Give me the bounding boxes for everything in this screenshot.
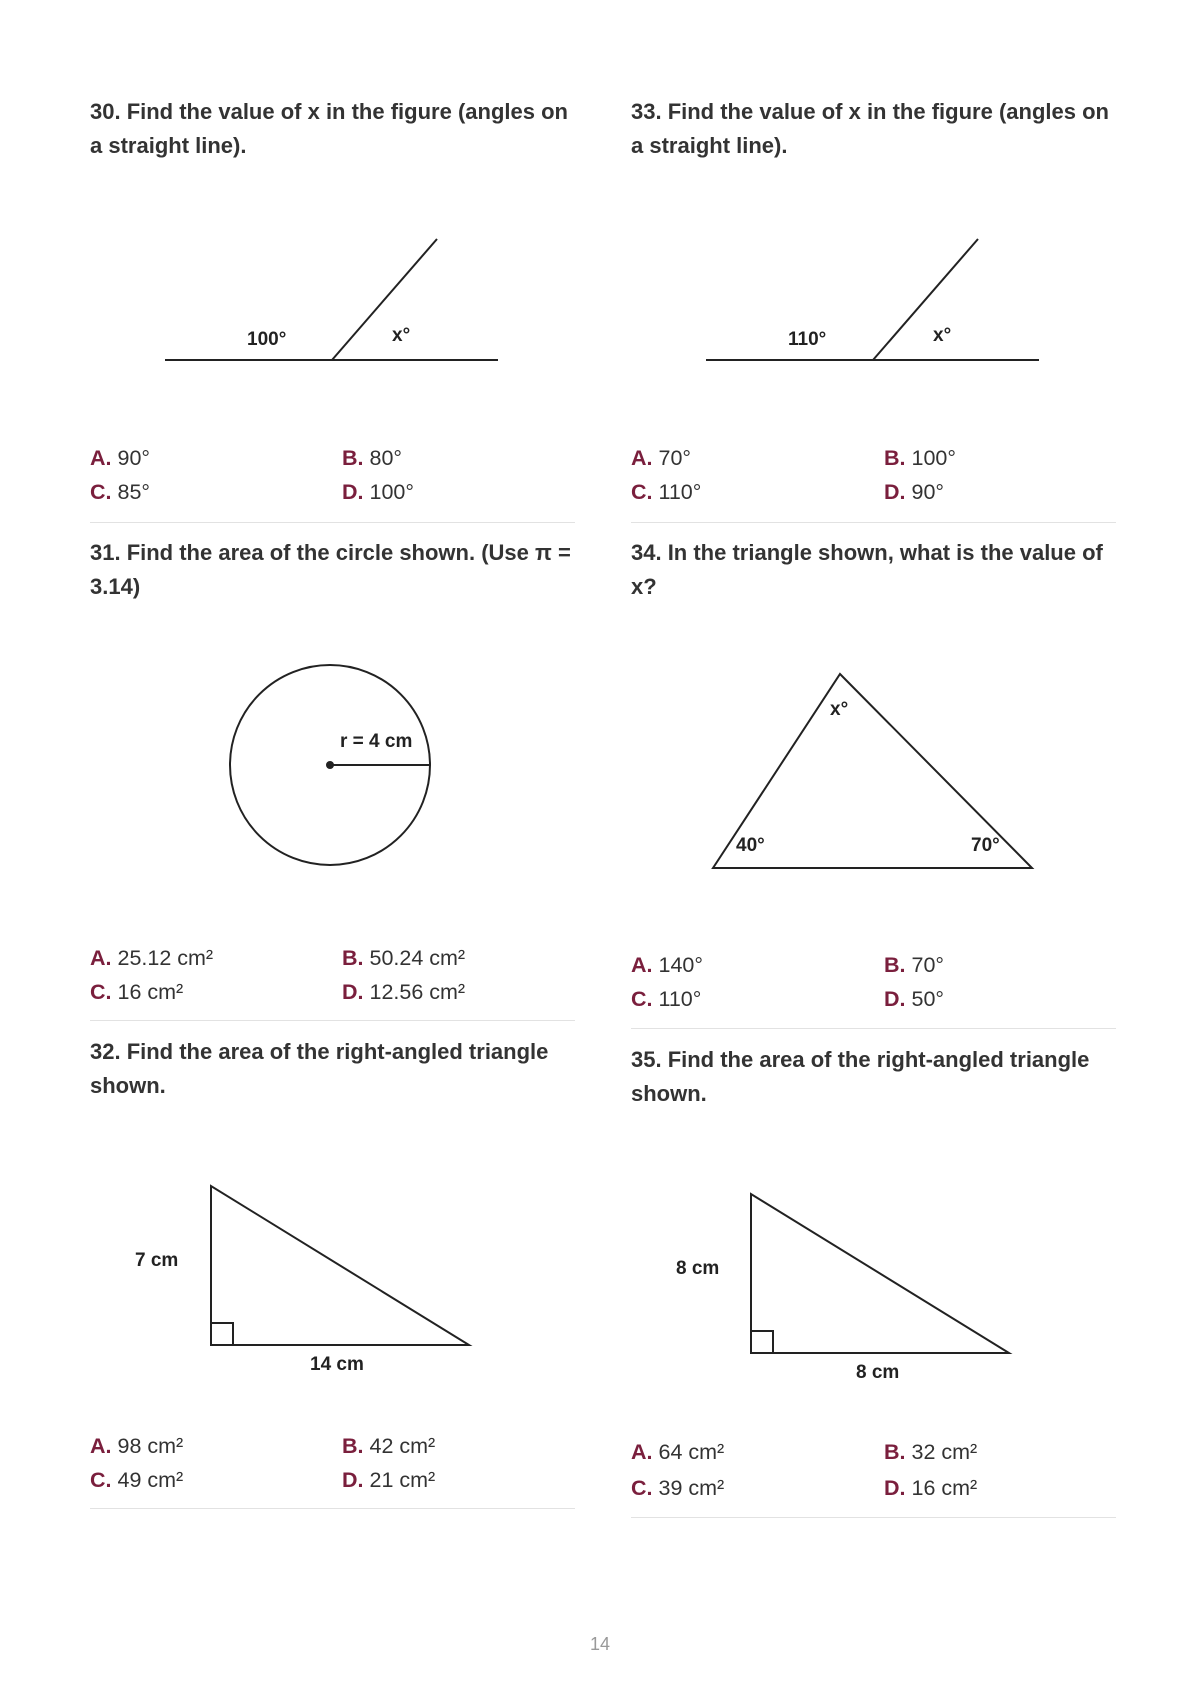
straight-line-angle-figure-33 xyxy=(631,230,1051,370)
question-34-text: 34. In the triangle shown, what is the value of x? xyxy=(631,540,1103,599)
straight-line-angle-figure-30 xyxy=(90,230,510,370)
top-angle-label: x° xyxy=(830,699,849,720)
right-angle-marker xyxy=(751,1331,773,1353)
option-33-d[interactable]: D. 90° xyxy=(884,480,944,504)
separator xyxy=(90,1508,575,1509)
option-32-a[interactable]: A. 98 cm² xyxy=(90,1434,184,1458)
angle-label: 110° xyxy=(788,329,827,350)
option-31-b[interactable]: B. 50.24 cm² xyxy=(342,946,466,970)
option-34-b[interactable]: B. 70° xyxy=(884,953,944,977)
option-31-c[interactable]: C. 16 cm² xyxy=(90,980,184,1004)
base-label: 14 cm xyxy=(310,1354,364,1375)
option-33-b[interactable]: B. 100° xyxy=(884,446,956,470)
page-number: 14 xyxy=(589,1634,611,1654)
circle-figure-31 xyxy=(220,655,440,870)
option-33-a[interactable]: A. 70° xyxy=(631,446,691,470)
base-label: 8 cm xyxy=(856,1362,900,1383)
question-30-text: 30. Find the value of x in the figure (angles on a straight line). xyxy=(90,99,568,158)
triangle xyxy=(211,1186,469,1345)
separator xyxy=(631,1028,1116,1029)
option-32-d[interactable]: D. 21 cm² xyxy=(342,1468,436,1492)
option-32-b[interactable]: B. 42 cm² xyxy=(342,1434,436,1458)
separator xyxy=(631,1517,1116,1518)
question-33-text: 33. Find the value of x in the figure (angles on a straight line). xyxy=(631,99,1109,158)
option-34-c[interactable]: C. 110° xyxy=(631,987,702,1011)
separator xyxy=(90,522,575,523)
x-angle-label: x° xyxy=(392,325,411,346)
height-label: 7 cm xyxy=(135,1250,179,1271)
question-35-text: 35. Find the area of the right-angled triangle shown. xyxy=(631,1047,1090,1106)
left-angle-label: 40° xyxy=(736,835,765,856)
separator xyxy=(90,1020,575,1021)
option-34-a[interactable]: A. 140° xyxy=(631,953,703,977)
ray xyxy=(873,239,978,360)
right-angle-label: 70° xyxy=(971,835,1000,856)
question-32-text: 32. Find the area of the right-angled triangle shown. xyxy=(90,1039,549,1098)
option-34-d[interactable]: D. 50° xyxy=(884,987,944,1011)
option-35-a[interactable]: A. 64 cm² xyxy=(631,1440,725,1464)
radius-label: r = 4 cm xyxy=(340,731,413,752)
option-30-b[interactable]: B. 80° xyxy=(342,446,402,470)
option-32-c[interactable]: C. 49 cm² xyxy=(90,1468,184,1492)
question-31-text: 31. Find the area of the circle shown. (Use π = 3.14) xyxy=(90,540,571,599)
triangle-figure-34 xyxy=(700,660,1040,880)
separator xyxy=(631,522,1116,523)
height-label: 8 cm xyxy=(676,1258,720,1279)
triangle xyxy=(751,1194,1009,1353)
center-dot xyxy=(326,761,334,769)
option-30-a[interactable]: A. 90° xyxy=(90,446,150,470)
right-angle-marker xyxy=(211,1323,233,1345)
option-31-a[interactable]: A. 25.12 cm² xyxy=(90,946,214,970)
ray xyxy=(332,239,437,360)
option-30-d[interactable]: D. 100° xyxy=(342,480,414,504)
option-31-d[interactable]: D. 12.56 cm² xyxy=(342,980,466,1004)
option-33-c[interactable]: C. 110° xyxy=(631,480,702,504)
option-30-c[interactable]: C. 85° xyxy=(90,480,150,504)
angle-label: 100° xyxy=(247,329,287,350)
right-triangle-figure-35 xyxy=(660,1188,1020,1388)
right-triangle-figure-32 xyxy=(120,1180,480,1380)
option-35-c[interactable]: C. 39 cm² xyxy=(631,1476,725,1500)
x-angle-label: x° xyxy=(933,325,952,346)
option-35-b[interactable]: B. 32 cm² xyxy=(884,1440,978,1464)
option-35-d[interactable]: D. 16 cm² xyxy=(884,1476,978,1500)
